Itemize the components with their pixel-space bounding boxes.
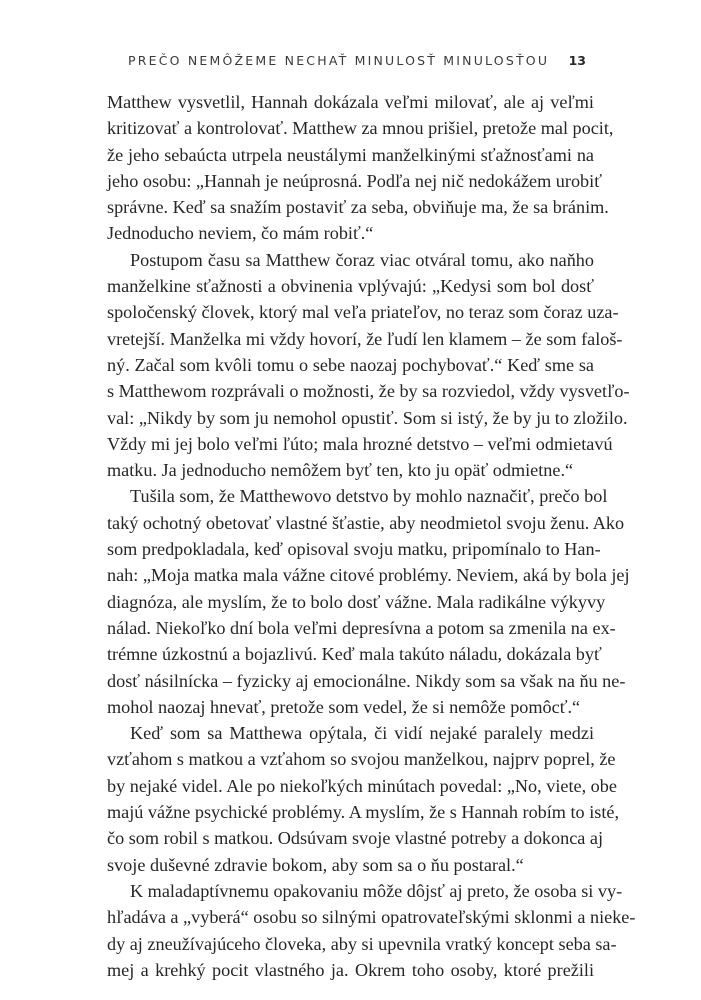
text-line: dy aj zneužívajúceho človeka, aby si upevnila vratký koncept seba sa- <box>107 933 617 954</box>
text-line: hľadáva a „vyberá“ osobu so silnými opatrovateľskými sklonmi a nieke- <box>107 907 636 928</box>
text-line: som predpokladala, keď opisoval svoju matku, pripomínalo to Han- <box>107 539 601 560</box>
text-line: s Matthewom rozprávali o možnosti, že by sa rozviedol, vždy vysvetľo- <box>107 381 630 402</box>
running-title: PREČO NEMÔŽEME NECHAŤ MINULOSŤ MINULOSŤOU <box>128 53 550 68</box>
text-line: val: „Nikdy by som ju nemohol opustiť. Som si istý, že by ju to zložilo. <box>107 407 628 428</box>
text-line: svoje duševné zdravie bokom, aby som sa o ňu postaral.“ <box>107 854 524 875</box>
text-line: Matthew vysvetlil, Hannah dokázala veľmi milovať, ale aj veľmi <box>107 92 594 112</box>
text-line: kritizovať a kontrolovať. Matthew za mnou prišiel, pretože mal pocit, <box>107 118 614 139</box>
paragraph <box>107 89 614 247</box>
text-line: nah: „Moja matka mala vážne citové problémy. Neviem, aká by bola jej <box>107 565 630 586</box>
page-number: 13 <box>568 53 586 68</box>
text-line: Keď som sa Matthewa opýtala, či vidí nejaké paralely medzi <box>130 723 594 744</box>
text-line: správne. Keď sa snažím postaviť za seba, obviňuje ma, že sa bránim. <box>107 197 609 218</box>
text-line: mej a krehký pocit vlastného ja. Okrem toho osoby, ktoré prežili <box>107 959 594 980</box>
paragraph <box>107 247 630 484</box>
text-line: nálad. Niekoľko dní bola veľmi depresívna a potom sa zmenila na ex- <box>107 617 616 638</box>
text-line: Postupom času sa Matthew čoraz viac otváral tomu, ako naňho <box>130 249 594 270</box>
text-line: vzťahom s matkou a vzťahom so svojou manželkou, najprv poprel, že <box>107 749 616 770</box>
text-line: taký ochotný obetovať vlastné šťastie, aby neodmietol svoju ženu. Ako <box>107 512 625 533</box>
paragraph <box>107 483 630 720</box>
paragraph <box>107 878 636 983</box>
text-line: trémne úzkostnú a bojazlivú. Keď mala takúto náladu, dokázala byť <box>107 644 602 665</box>
running-head <box>128 50 598 72</box>
text-line: vretejší. Manželka mi vždy hovorí, že ľudí len klamem – že som faloš- <box>107 328 623 349</box>
text-line: čo som robil s matkou. Odsúvam svoje vlastné potreby a dokonca aj <box>107 828 604 849</box>
text-line: by nejaké videl. Ale po niekoľkých minútach povedal: „No, viete, obe <box>107 775 617 796</box>
text-line: Jednoducho neviem, čo mám robiť.“ <box>107 223 374 244</box>
text-line: Vždy mi jej bolo veľmi ľúto; mala hrozné detstvo – veľmi odmietavú <box>107 433 613 454</box>
text-line: K maladaptívnemu opakovaniu môže dôjsť aj preto, že osoba si vy- <box>130 880 623 901</box>
text-line: matku. Ja jednoducho nemôžem byť ten, kto ju opäť odmietne.“ <box>107 460 574 481</box>
body-text <box>107 89 636 983</box>
text-line: diagnóza, ale myslím, že to bolo dosť vážne. Mala radikálne výkyvy <box>107 591 606 612</box>
text-line: jeho osobu: „Hannah je neúprosná. Podľa nej nič nedokážem urobiť <box>107 170 602 191</box>
text-line: manželkine sťažnosti a obvinenia vplývajú: „Kedysi som bol dosť <box>107 276 594 297</box>
text-line: Tušila som, že Matthewovo detstvo by mohlo naznačiť, prečo bol <box>130 486 608 507</box>
text-line: ný. Začal som kvôli tomu o sebe naozaj pochybovať.“ Keď sme sa <box>107 354 594 375</box>
text-line: majú vážne psychické problémy. A myslím, že s Hannah robím to isté, <box>107 802 620 823</box>
text-line: že jeho sebaúcta utrpela neustálymi manželkinými sťažnosťami na <box>107 144 594 165</box>
paragraph <box>107 720 620 878</box>
text-line: mohol naozaj hnevať, pretože som vedel, že si nemôže pomôcť.“ <box>107 696 581 717</box>
text-line: spoločenský človek, ktorý mal veľa priateľov, no teraz som čoraz uza- <box>107 302 619 323</box>
text-line: dosť násilnícka – fyzicky aj emocionálne. Nikdy som sa však na ňu ne- <box>107 670 626 691</box>
